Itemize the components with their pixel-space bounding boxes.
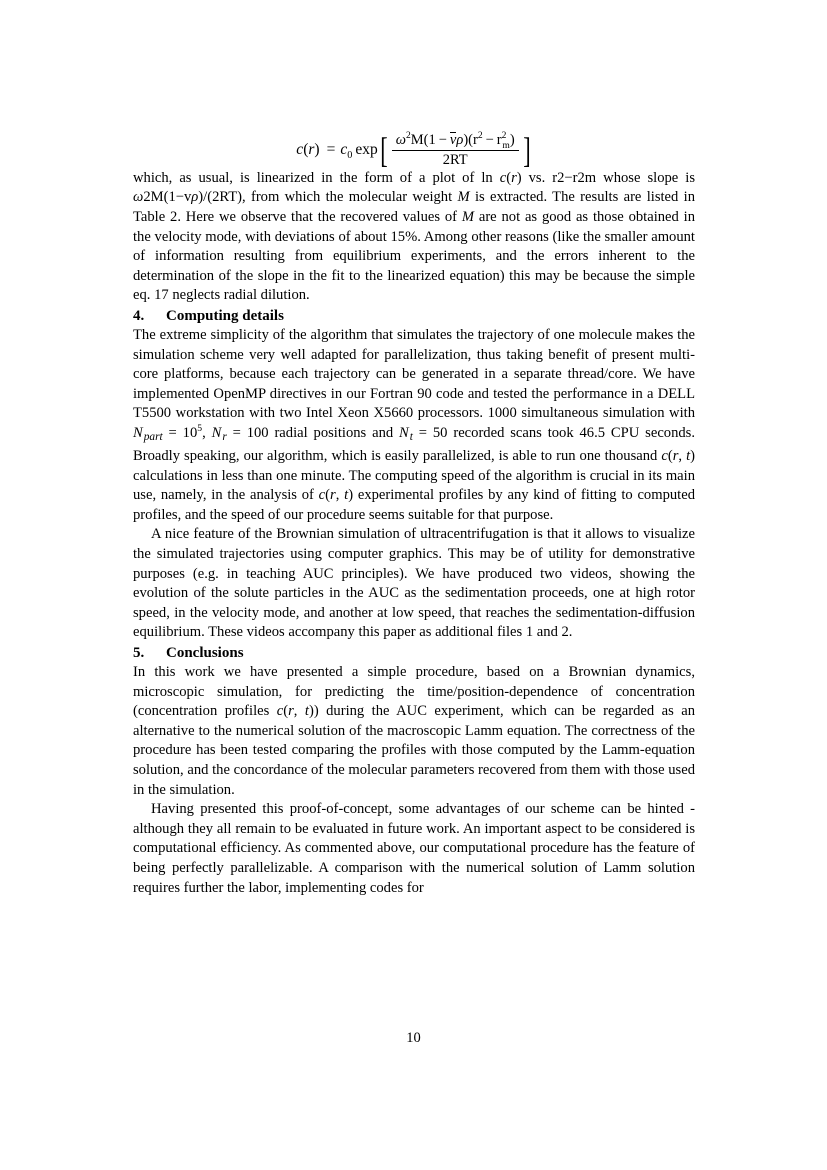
equation-nu-bar: ν <box>449 132 457 148</box>
paragraph-conclusions-summary: In this work we have presented a simple procedure, based on a Brownian dynamics, microscopic simulation, for predicting the time/position-dependence of concentration (concentration profiles c(r, t)) during the AUC experiment, which can be regarded as an alternative to the numerical solution of the macroscopic Lamm equation. The correctness of the procedure has been tested comparing the profiles with those computed by the Lamm-equation solution, and the concordance of the molecular parameters recovered from them with those used in the simulation. <box>133 664 695 798</box>
paragraph-linearization: which, as usual, is linearized in the form of a plot of ln c(r) vs. r2−r2m whose slope is ω2M(1−vρ)/(2RT), from which the molecular weight M is extracted. The results are listed in Table 2. Here we observe that the recovered values of M are not as good as those obtained in the velocity mode, with deviations of about 15%. Among other reasons (like the smaller amount of information resulting from equilibrium experiments, and the errors inherent to the determination of the slope in the fit to the linearized equation) this may be because the simple eq. 17 neglects radial dilution. <box>133 169 696 304</box>
equation-c-zero-base: c <box>340 141 348 159</box>
section-4-number: 4. <box>133 308 145 325</box>
equation-lhs-open-paren: ( <box>303 141 309 159</box>
p2-crt-r-1: r <box>672 448 679 465</box>
equation-c-zero <box>340 141 353 162</box>
p2-crt-t-1: t <box>686 448 691 465</box>
p2-N-subscript-part: part <box>143 430 163 443</box>
p1-rho-symbol: ρ <box>191 189 199 206</box>
p1-text-d: 2M(1−v <box>143 189 192 206</box>
equation-left-hand-side <box>296 141 319 158</box>
equation-rho: ρ <box>456 132 464 148</box>
p2-N-symbol-2: N <box>211 425 222 441</box>
p1-M-symbol-1: M <box>457 189 470 206</box>
p2-crt-t-2: t <box>344 487 349 504</box>
p1-c-symbol: c <box>499 169 507 186</box>
equation-minus-1: − <box>438 132 447 148</box>
equation-close-bracket: ] <box>522 129 531 170</box>
p1-text-a: which, as usual, is linearized in the form of a plot of ln <box>133 169 500 186</box>
section-heading-computing-details <box>133 306 695 326</box>
p1-omega-symbol: ω <box>133 189 144 206</box>
equation-lhs-close-paren: ) <box>314 141 320 159</box>
p2-crt-c-2: c <box>318 487 326 504</box>
equation-rm-subscript: m <box>502 139 510 151</box>
equation-row <box>296 131 531 169</box>
equation-numerator-close-paren: ) <box>509 132 515 148</box>
equation-lhs-variable-r: r <box>308 141 315 159</box>
p4-crt-r: r <box>288 703 294 720</box>
p2-N-subscript-r: r <box>222 430 227 443</box>
p4-text-a: In this work we have presented a simple procedure, based on a Brownian dynamics, microscopic simulation, for predicting the time/position-dependence of concentration (concentration profiles <box>133 664 695 720</box>
p4-crt-c: c <box>276 703 284 720</box>
equation-omega-exponent: 2 <box>405 130 411 142</box>
p1-r-symbol: r <box>511 169 517 186</box>
equation-open-bracket: [ <box>379 129 388 170</box>
equation-omega: ω <box>395 132 406 148</box>
p2-N-symbol-1: N <box>133 425 143 441</box>
equation-exp-operator: exp <box>355 141 378 159</box>
p2-ten-exponent: 5 <box>197 423 203 435</box>
p1-text-g: are not as good as those obtained in the velocity mode, with deviations of about 15%. Among other reasons (like the smaller amount of information resulting from equilibrium experiments, and the errors inherent to the determination of the slope in the fit to the linearized equation) this may be because the simple eq. 17 neglects radial dilution. <box>133 209 695 304</box>
paragraph-future-work: Having presented this proof-of-concept, some advantages of our scheme can be hinted - although they all remain to be evaluated in future work. An important aspect to be considered is computational efficiency. As commented above, our computational procedure has the feature of being perfectly parallelizable. A comparison with the numerical solution of Lamm solution requires further the labor, implementing codes for <box>133 801 695 896</box>
p2-text-c: , <box>202 425 212 441</box>
equation-lhs-c: c <box>296 141 304 159</box>
display-equation <box>133 0 695 169</box>
page-content-column <box>133 0 695 898</box>
equation-equals-sign: = <box>326 141 336 159</box>
equation-c-zero-subscript: 0 <box>347 150 353 162</box>
p2-crt-c-1: c <box>661 448 668 465</box>
p2-text-f: calculations in less than one minute. The computing speed of the algorithm is crucial in its main use, namely, in the analysis of <box>133 467 695 504</box>
p4-crt-t: t <box>304 703 309 720</box>
section-5-title: Conclusions <box>166 645 244 662</box>
equation-numerator <box>392 131 519 151</box>
p2-N-symbol-3: N <box>399 425 409 441</box>
equation-minus-2: − <box>485 132 494 148</box>
p4-text-b: ) during the AUC experiment, which can be regarded as an alternative to the numerical solution of the macroscopic Lamm equation. The correctness of the procedure has been tested comparing the profiles with those computed by the Lamm-equation solution, and the concordance of the molecular parameters recovered from them with those used in the simulation. <box>133 703 695 798</box>
p1-text-b: ) vs. r2−r2m whose slope is <box>516 169 696 186</box>
equation-rm-base: r <box>496 132 502 148</box>
paragraph-videos: A nice feature of the Brownian simulation of ultracentrifugation is that it allows to visualize the simulated trajectories using computer graphics. This may be of utility for demonstrative purposes (e.g. in teaching AUC principles). We have produced two videos, showing the evolution of the solute particles in the AUC as the sedimentation proceeds, one at high rotor speed, in the velocity mode, and another at low speed, that reaches the sedimentation-diffusion equilibrium. These videos accompany this paper as additional files 1 and 2. <box>133 526 695 641</box>
section-4-title: Computing details <box>166 308 284 325</box>
p2-text-e: = 50 recorded scans took 46.5 CPU seconds. Broadly speaking, our algorithm, which is easily parallelized, is able to run one thousand <box>133 425 696 465</box>
p1-text-f: is extracted. The results are listed in Table 2. Here we observe that the recovered values of <box>133 189 695 226</box>
section-heading-conclusions <box>133 643 695 663</box>
equation-molar-mass-term: M(1 <box>410 132 436 148</box>
p1-M-symbol-2: M <box>461 209 475 226</box>
p2-crt-r-2: r <box>330 487 336 504</box>
section-5-number: 5. <box>133 645 145 662</box>
paragraph-parallelization: The extreme simplicity of the algorithm that simulates the trajectory of one molecule makes the simulation scheme very well adapted for parallelization, thus taking benefit of present multi-core platforms, because each trajectory can be generated in a separate thread/core. We have implemented OpenMP directives in our Fortran 90 code and tested the performance in a DELL T5500 workstation with two Intel Xeon X5660 processors. 1000 simultaneous simulation with Npart = $10^5$, Nr = 100 radial positions and Nt = 50 recorded scans took 46.5 CPU seconds. Broadly speaking, our algorithm, which is easily parallelized, is able to run one thousand c(r, t) calculations in less than one minute. The computing speed of the algorithm is crucial in its main use, namely, in the analysis of c(r, t) experimental profiles by any kind of fitting to computed profiles, and the speed of our procedure seems suitable for that purpose. <box>133 327 696 523</box>
p2-text-b: = 10 <box>162 425 198 441</box>
equation-paren-r-term: )(r <box>463 132 478 148</box>
p2-N-subscript-t: t <box>409 430 413 443</box>
equation-r-exponent: 2 <box>477 130 483 142</box>
p2-text-a: The extreme simplicity of the algorithm that simulates the trajectory of one molecule makes the simulation scheme very well adapted for parallelization, thus taking benefit of present multi-core platforms, because each trajectory can be generated in a separate thread/core. We have implemented OpenMP directives in our Fortran 90 code and tested the performance in a DELL T5500 workstation with two Intel Xeon X5660 processors. 1000 simultaneous simulation with <box>133 327 695 422</box>
p2-text-d: = 100 radial positions and <box>226 425 400 441</box>
page-number-footer: 10 <box>406 1030 421 1046</box>
equation-denominator: 2RT <box>442 151 468 168</box>
p1-text-e: )/(2RT), from which the molecular weight <box>198 189 458 206</box>
p2-text-g: experimental profiles by any kind of fitting to computed profiles, and the speed of our procedure seems suitable for that purpose. <box>133 487 696 523</box>
equation-rm-exponent: 2 <box>501 130 507 142</box>
equation-fraction <box>392 131 519 169</box>
